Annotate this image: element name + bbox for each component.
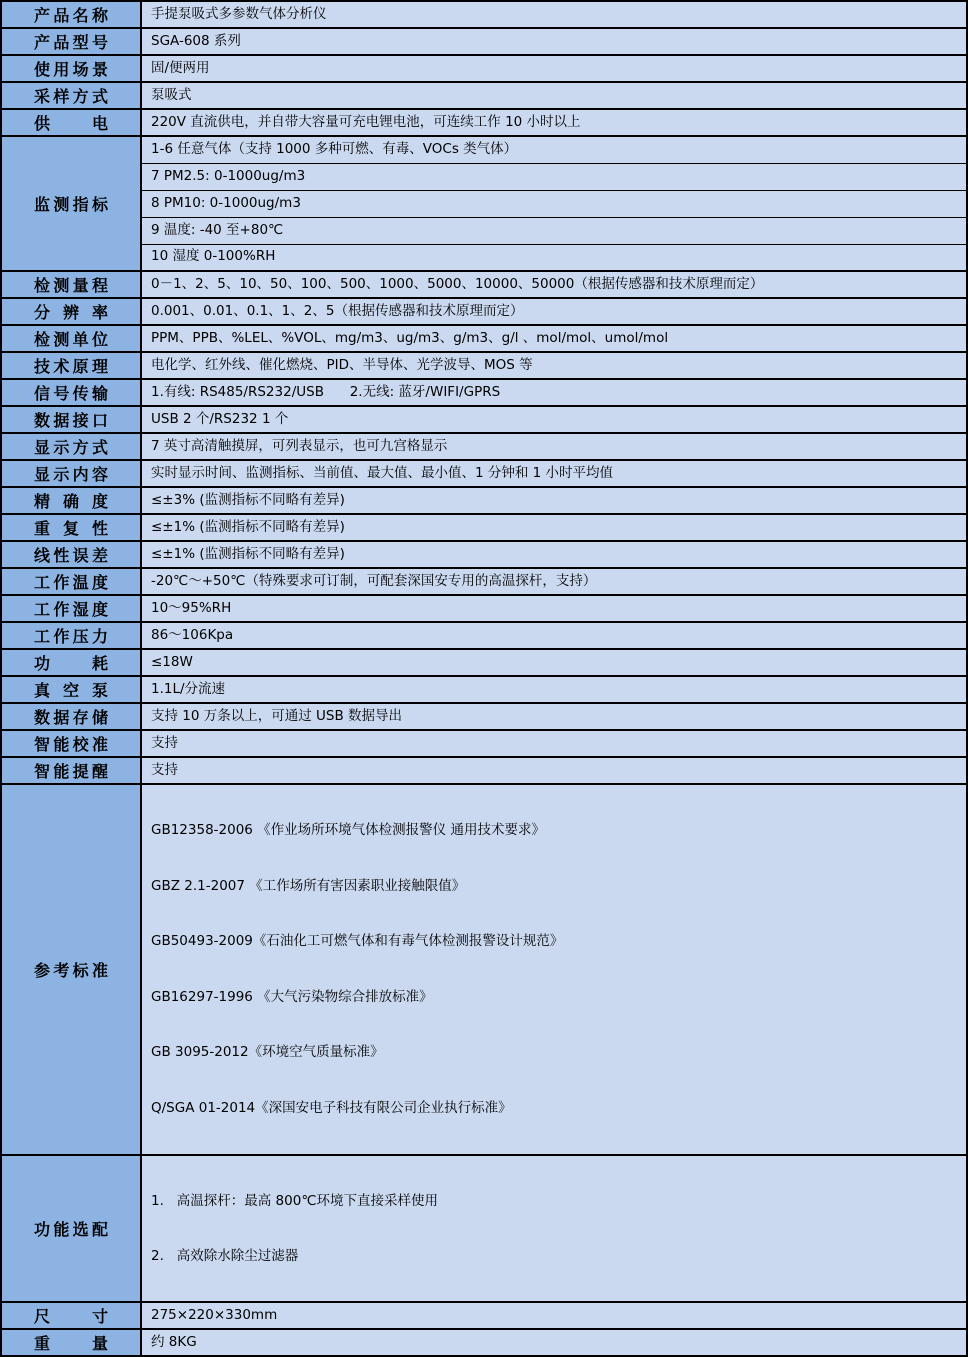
table-row: [1, 109, 967, 136]
row-label-text: 检测单位: [34, 330, 108, 349]
row-label: [1, 1329, 141, 1356]
row-value: 约 8KG: [141, 1329, 967, 1356]
table-row: [1, 595, 967, 622]
table-row: [1, 271, 967, 298]
row-value: 0.001、0.01、0.1、1、2、5（根据传感器和技术原理而定）: [141, 298, 967, 325]
row-label: [1, 622, 141, 649]
row-label: [1, 379, 141, 406]
row-label: [1, 757, 141, 784]
table-row: [1, 82, 967, 109]
row-label: [1, 325, 141, 352]
row-label: [1, 136, 141, 271]
row-label-text: 产品名称: [34, 6, 108, 25]
row-value: 支持: [141, 757, 967, 784]
table-row-reference-standards: [1, 784, 967, 1155]
row-value: 0－1、2、5、10、50、100、500、1000、5000、10000、50000（根据传感器和技术原理而定）: [141, 271, 967, 298]
table-row: [1, 622, 967, 649]
row-label-text: 重量: [34, 1333, 108, 1353]
row-label: [1, 676, 141, 703]
row-label: [1, 406, 141, 433]
standard-line: GBZ 2.1-2007 《工作场所有害因素职业接触限值》: [151, 877, 466, 894]
row-value: USB 2 个/RS232 1 个: [141, 406, 967, 433]
row-value: 电化学、红外线、催化燃烧、PID、半导体、光学波导、MOS 等: [141, 352, 967, 379]
row-label: [1, 28, 141, 55]
row-value: -20℃～+50℃（特殊要求可订制，可配套深国安专用的高温探杆，支持）: [141, 568, 967, 595]
row-label: [1, 784, 141, 1155]
row-value: ≤±1% (监测指标不同略有差异): [141, 541, 967, 568]
row-label: [1, 703, 141, 730]
row-label-text: 功能选配: [34, 1219, 108, 1239]
row-label-text: 使用场景: [34, 60, 108, 79]
row-label-text: 产品型号: [34, 33, 108, 52]
table-row-optional-features: [1, 1155, 967, 1302]
table-row: [1, 541, 967, 568]
row-label: [1, 595, 141, 622]
row-label-text: 数据接口: [34, 411, 108, 430]
row-label: [1, 1302, 141, 1329]
row-label-text: 尺寸: [34, 1306, 108, 1326]
row-value: PPM、PPB、%LEL、%VOL、mg/m3、ug/m3、g/m3、g/l 、mol/mol、umol/mol: [141, 325, 967, 352]
row-label-text: 重复性: [34, 519, 108, 538]
row-value: SGA-608 系列: [141, 28, 967, 55]
row-label-text: 工作温度: [34, 573, 108, 592]
row-label-text: 监测指标: [34, 195, 108, 214]
row-value: 手提泵吸式多参数气体分析仪: [141, 1, 967, 28]
option-line: 2. 高效除水除尘过滤器: [151, 1247, 299, 1264]
row-label-text: 显示内容: [34, 465, 108, 484]
row-label-text: 分辨率: [34, 303, 108, 322]
table-row: [1, 55, 967, 82]
row-value: 275×220×330mm: [141, 1302, 967, 1329]
row-value: 泵吸式: [141, 82, 967, 109]
row-value: 9 温度: -40 至+80℃: [141, 217, 967, 244]
row-label-text: 供电: [34, 114, 108, 133]
table-row: [1, 406, 967, 433]
row-label: [1, 730, 141, 757]
table-row: [1, 379, 967, 406]
row-label-text: 线性误差: [34, 546, 108, 565]
row-label-text: 数据存储: [34, 708, 108, 727]
row-label-text: 参考标准: [34, 960, 108, 980]
table-row: [1, 514, 967, 541]
row-label: [1, 568, 141, 595]
table-row: [1, 325, 967, 352]
table-row: [1, 649, 967, 676]
standard-line: GB 3095-2012《环境空气质量标准》: [151, 1044, 384, 1061]
row-value: 7 英寸高清触摸屏，可列表显示，也可九宫格显示: [141, 433, 967, 460]
row-label: [1, 541, 141, 568]
row-value: 实时显示时间、监测指标、当前值、最大值、最小值、1 分钟和 1 小时平均值: [141, 460, 967, 487]
row-value: ≤18W: [141, 649, 967, 676]
table-row: [1, 676, 967, 703]
row-label: [1, 514, 141, 541]
standard-line: GB12358-2006 《作业场所环境气体检测报警仪 通用技术要求》: [151, 822, 545, 839]
row-label: [1, 271, 141, 298]
table-row: [1, 730, 967, 757]
table-row: [1, 1302, 967, 1329]
table-subrow: [1, 244, 967, 271]
row-value: 固/便两用: [141, 55, 967, 82]
table-row: [1, 28, 967, 55]
table-row: [1, 1, 967, 28]
row-label-text: 精确度: [34, 492, 108, 511]
row-label-text: 智能校准: [34, 735, 108, 754]
standard-line: Q/SGA 01-2014《深国安电子科技有限公司企业执行标准》: [151, 1100, 512, 1117]
row-value: 10 湿度 0-100%RH: [141, 244, 967, 271]
row-value: 7 PM2.5: 0-1000ug/m3: [141, 163, 967, 190]
table-row: [1, 703, 967, 730]
row-label: [1, 433, 141, 460]
row-label-text: 采样方式: [34, 87, 108, 106]
table-row: [1, 1329, 967, 1356]
row-label-text: 功耗: [34, 654, 108, 673]
table-row: [1, 757, 967, 784]
row-label: [1, 298, 141, 325]
row-value: 1.1L/分流速: [141, 676, 967, 703]
row-label: [1, 82, 141, 109]
row-label: [1, 352, 141, 379]
row-label-text: 工作压力: [34, 627, 108, 646]
table-subrow: [1, 217, 967, 244]
row-value: 86～106Kpa: [141, 622, 967, 649]
table-subrow: [1, 163, 967, 190]
row-label-text: 真空泵: [34, 681, 108, 700]
row-label-text: 工作湿度: [34, 600, 108, 619]
row-value: 支持 10 万条以上，可通过 USB 数据导出: [141, 703, 967, 730]
table-row: [1, 433, 967, 460]
table-row: [1, 460, 967, 487]
standard-line: GB16297-1996 《大气污染物综合排放标准》: [151, 988, 433, 1005]
row-label: [1, 109, 141, 136]
row-label: [1, 649, 141, 676]
row-value: ≤±3% (监测指标不同略有差异): [141, 487, 967, 514]
row-label-text: 显示方式: [34, 438, 108, 457]
row-label: [1, 1, 141, 28]
row-value: 10～95%RH: [141, 595, 967, 622]
table-row: [1, 352, 967, 379]
row-label-text: 技术原理: [34, 357, 108, 376]
option-line: 1. 高温探杆：最高 800℃环境下直接采样使用: [151, 1192, 438, 1209]
row-label-text: 智能提醒: [34, 762, 108, 781]
table-row: [1, 298, 967, 325]
table-row: [1, 487, 967, 514]
row-label: [1, 487, 141, 514]
row-label-text: 检测量程: [34, 276, 108, 295]
row-value: [141, 1155, 967, 1302]
row-label: [1, 55, 141, 82]
standard-line: GB50493-2009《石油化工可燃气体和有毒气体检测报警设计规范》: [151, 933, 564, 950]
row-label: [1, 1155, 141, 1302]
table-row-group-monitor: [1, 136, 967, 163]
row-value: 220V 直流供电，并自带大容量可充电锂电池，可连续工作 10 小时以上: [141, 109, 967, 136]
table-subrow: [1, 190, 967, 217]
table-row: [1, 568, 967, 595]
row-value: 支持: [141, 730, 967, 757]
row-label-text: 信号传输: [34, 384, 108, 403]
row-value: [141, 784, 967, 1155]
row-value: 8 PM10: 0-1000ug/m3: [141, 190, 967, 217]
row-value: ≤±1% (监测指标不同略有差异): [141, 514, 967, 541]
row-value: 1.有线: RS485/RS232/USB 2.无线: 蓝牙/WIFI/GPRS: [141, 379, 967, 406]
row-value: 1-6 任意气体（支持 1000 多种可燃、有毒、VOCs 类气体）: [141, 136, 967, 163]
row-label: [1, 460, 141, 487]
